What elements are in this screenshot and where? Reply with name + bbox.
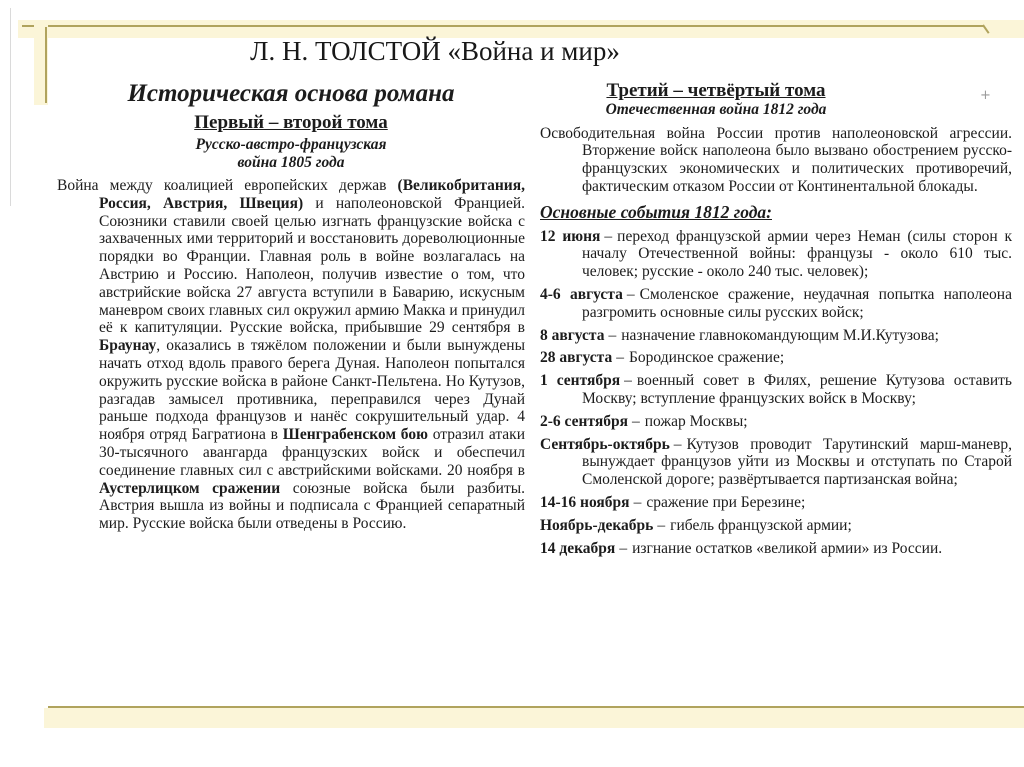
slide-title: Л. Н. ТОЛСТОЙ «Война и мир» (250, 36, 620, 66)
event-dash: – (619, 539, 628, 557)
event-item (540, 349, 1012, 367)
event-dash: – (631, 412, 640, 430)
event-item (540, 517, 1012, 535)
event-date: 12 июня (540, 227, 601, 245)
event-item (540, 413, 1012, 431)
event-date: Ноябрь-декабрь (540, 516, 654, 534)
slide-edge-line (10, 8, 11, 206)
bottom-accent-band (44, 708, 1024, 728)
event-dash: – (626, 286, 635, 304)
event-dash: – (633, 494, 642, 512)
right-column (540, 80, 1012, 562)
event-text: изгнание остатков «великой армии» из России. (632, 539, 943, 557)
left-column (57, 80, 525, 533)
event-item (540, 494, 1012, 512)
event-item (540, 327, 1012, 345)
text-run-bold: (Великобритания, Россия, Австрия, Швеция) (99, 177, 525, 212)
event-date: 28 августа (540, 349, 613, 367)
top-accent-line (22, 25, 984, 27)
events-list (540, 228, 1012, 558)
event-dash: – (657, 516, 666, 534)
event-text: переход французской армии через Неман (силы сторон к началу Отечественной войны: французы - около 610 тыс. человек; русские - около 240 тыс. человек); (582, 227, 1013, 281)
event-date: 8 августа (540, 326, 605, 344)
text-run: , оказались в тяжёлом положении и были вынуждены начать отход вдоль правого берега Дуная. Наполеон попытался окружить русские войска в районе Санкт-Пельтена. Но Кутузов, разгадав замысел противника, переправился через Дунай раньше подхода французов и нанёс сокрушительный удар. 4 ноября отряд Багратиона в (99, 337, 525, 444)
text-run: и наполеоновской Францией. Союзники ставили своей целью изгнать французские войска с захваченных ими территорий и восстановить дореволюционные порядки во Франции. Главная роль в войне возлагалась на Австрию и Россию. Наполеон, получив известие о том, что австрийские войска 27 августа вступили в Баварию, искусным маневром своих главных сил окружил армию Макка и принудил её к капитуляции. Русские войска, прибывшие 29 сентября в (99, 194, 525, 337)
left-war-subtitle-line2: война 1805 года (237, 153, 345, 171)
event-date: 2-6 сентября (540, 412, 628, 430)
event-text: Смоленское сражение, неудачная попытка наполеона разгромить основные силы русских войск; (582, 286, 1012, 321)
stray-plus-artifact: + (980, 88, 991, 103)
event-date: 14 декабря (540, 539, 616, 557)
event-text: гибель французской армии; (670, 516, 852, 534)
right-war-subtitle: Отечественная война 1812 года (605, 101, 827, 118)
event-date: Сентябрь-октябрь (540, 435, 670, 453)
right-volumes-heading: Третий – четвёртый тома (606, 80, 826, 101)
event-date: 4-6 августа (540, 286, 623, 304)
event-dash: – (673, 435, 682, 453)
text-run: Война между коалицией европейских держав (57, 177, 398, 194)
event-dash: – (604, 227, 613, 245)
event-item (540, 286, 1012, 322)
left-volumes-heading: Первый – второй тома (194, 112, 388, 133)
event-text: назначение главнокомандующим М.И.Кутузова; (621, 326, 939, 344)
text-run: отразил атаки 30-тысячного авангарда французских войск и обеспечил соединение главных сил с австрийскими войсками. 20 ноября в (99, 426, 525, 479)
right-heading-group (540, 80, 892, 119)
left-war-subtitle-line1: Русско-австро-французская (195, 136, 387, 153)
event-item (540, 540, 1012, 558)
event-text: Бородинское сражение; (629, 349, 785, 367)
events-heading: Основные события 1812 года: (540, 201, 772, 222)
event-item (540, 436, 1012, 489)
left-body-paragraph (57, 177, 525, 533)
event-item (540, 372, 1012, 408)
left-column-heading: Историческая основа романа (127, 80, 455, 107)
event-text: пожар Москвы; (644, 412, 748, 430)
text-run-bold: Шенграбенском бою (282, 426, 428, 444)
event-text: военный совет в Филях, решение Кутузова оставить Москву; вступление французских войск в Москву; (582, 372, 1013, 408)
text-run-bold: Аустерлицком сражении (99, 479, 281, 497)
right-intro-paragraph: Освободительная война России против наполеоновской агрессии. Вторжение войск наполеона было вызвано обострением русско-французских экономических и политических противоречий, фактическим отказом России от Континентальной блокады. (540, 124, 1012, 195)
event-date: 14-16 ноября (540, 494, 630, 512)
event-dash: – (624, 372, 632, 390)
event-date: 1 сентября (540, 372, 621, 390)
text-run: союзные войска были разбиты. Австрия вышла из войны и подписала с Францией сепаратный мир. Русские войска были отведены в Россию. (99, 479, 526, 533)
text-run-bold: Браунау (99, 337, 157, 355)
event-text: Кутузов проводит Тарутинский марш-маневр, вынуждает французов уйти из Москвы и отступать по Старой Смоленской дороге; развёртывается партизанская война; (582, 435, 1012, 489)
event-item (540, 228, 1012, 281)
event-dash: – (608, 326, 617, 344)
event-dash: – (616, 349, 624, 367)
event-text: сражение при Березине; (646, 494, 806, 512)
bottom-accent-line (48, 706, 1024, 708)
